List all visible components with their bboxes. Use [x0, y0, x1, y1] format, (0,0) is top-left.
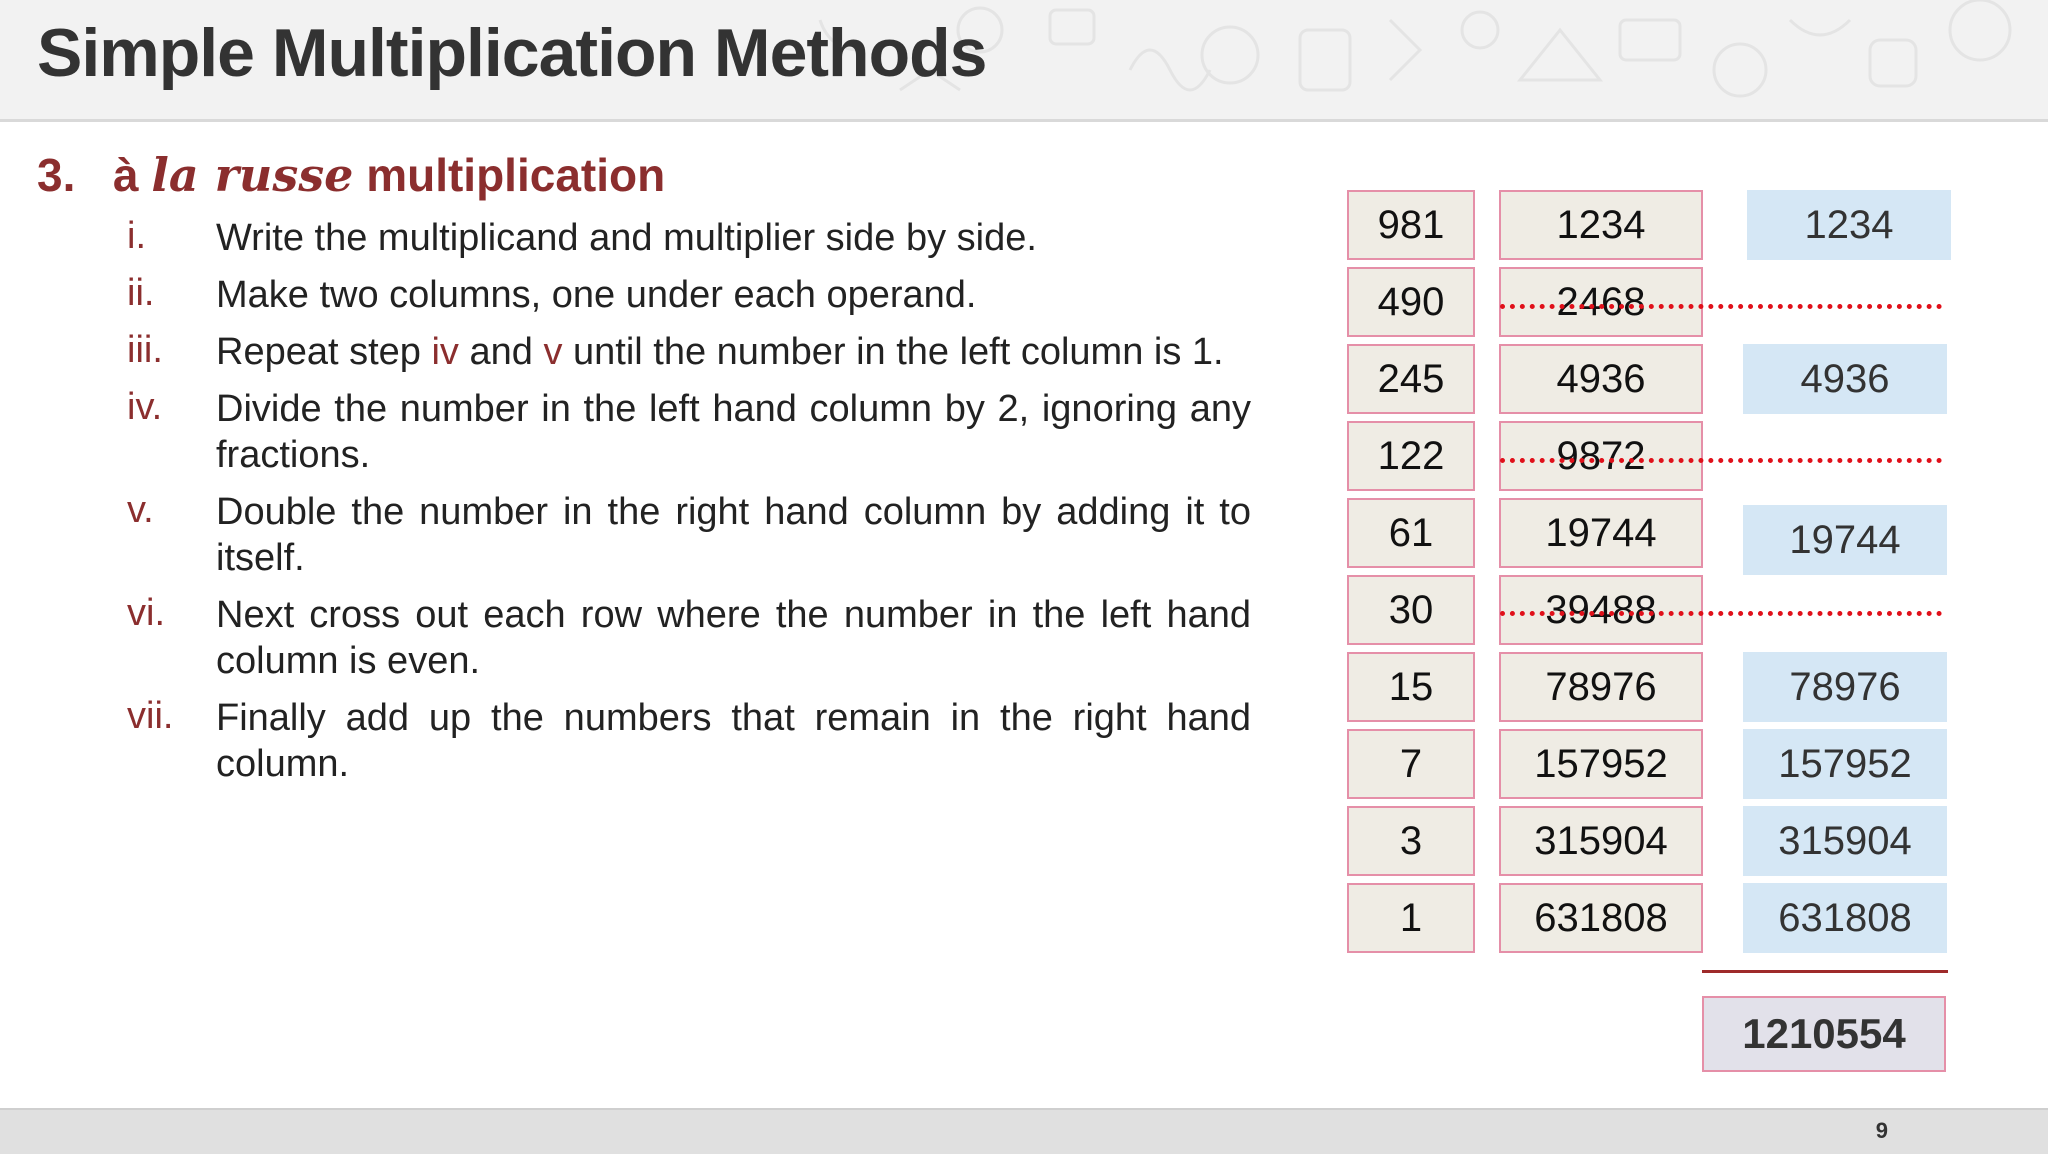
total-value: 1210554	[1702, 996, 1946, 1072]
cell-value: 78976	[1545, 664, 1657, 709]
right-column-cell	[1499, 267, 1703, 337]
right-column-cell	[1499, 190, 1703, 260]
step-text	[216, 329, 1251, 375]
cell-value: 631808	[1534, 895, 1668, 940]
right-column-cell	[1499, 806, 1703, 876]
kept-value-cell: 1234	[1747, 190, 1951, 260]
cell-value: 157952	[1534, 741, 1668, 786]
right-column-cell	[1499, 729, 1703, 799]
section-prefix: à	[113, 149, 152, 201]
cell-value: 39488	[1545, 587, 1657, 632]
step-number: iv.	[127, 386, 163, 428]
right-column-cell	[1499, 575, 1703, 645]
sum-divider	[1702, 970, 1948, 973]
footer-bar	[0, 1108, 2048, 1154]
step-text: Make two columns, one under each operand.	[216, 274, 977, 316]
step-text: Next cross out each row where the number in the left hand column is even.	[216, 594, 1251, 682]
right-column-cell	[1499, 652, 1703, 722]
page-title: Simple Multiplication Methods	[37, 15, 987, 91]
right-column-cell	[1499, 498, 1703, 568]
header-bar	[0, 0, 2048, 122]
left-column-cell: 490	[1347, 267, 1475, 337]
kept-value-cell: 315904	[1743, 806, 1947, 876]
cell-value: 315904	[1534, 818, 1668, 863]
left-column-cell: 981	[1347, 190, 1475, 260]
section-suffix: multiplication	[353, 149, 666, 201]
cell-value: 9872	[1556, 433, 1646, 478]
left-column-cell: 245	[1347, 344, 1475, 414]
kept-value-cell: 631808	[1743, 883, 1947, 953]
right-column-cell	[1499, 421, 1703, 491]
step-text: Finally add up the numbers that remain in the right hand column.	[216, 697, 1251, 785]
strikethrough-line	[1500, 611, 1942, 616]
step-number: iii.	[127, 329, 163, 371]
step-text: Write the multiplicand and multiplier side by side.	[216, 217, 1037, 259]
kept-value-cell: 19744	[1743, 505, 1947, 575]
left-column-cell: 30	[1347, 575, 1475, 645]
left-column-cell: 61	[1347, 498, 1475, 568]
strikethrough-line	[1500, 304, 1942, 309]
left-column-cell: 1	[1347, 883, 1475, 953]
strikethrough-line	[1500, 458, 1942, 463]
section-number: 3.	[37, 149, 76, 201]
cell-value: 4936	[1556, 356, 1646, 401]
page-number: 9	[1875, 1118, 1888, 1143]
left-column-cell: 122	[1347, 421, 1475, 491]
step-number: ii.	[127, 272, 155, 314]
cell-value: 1234	[1556, 202, 1646, 247]
step-text: Double the number in the right hand column by adding it to itself.	[216, 491, 1251, 579]
kept-value-cell: 157952	[1743, 729, 1947, 799]
left-column-cell: 15	[1347, 652, 1475, 722]
step-number: i.	[127, 215, 146, 257]
step-text-part: and	[458, 331, 544, 373]
right-column-cell	[1499, 344, 1703, 414]
section-fancy-text: la russe	[151, 148, 354, 202]
step-text-part: Repeat step	[216, 331, 432, 373]
left-column-cell: 3	[1347, 806, 1475, 876]
kept-value-cell: 78976	[1743, 652, 1947, 722]
step-text: Divide the number in the left hand column by 2, ignoring any fractions.	[216, 388, 1251, 476]
step-number: vii.	[127, 695, 174, 737]
step-reference: iv	[431, 331, 459, 373]
step-text-part: until the number in the left column is 1.	[562, 331, 1224, 373]
right-column-cell	[1499, 883, 1703, 953]
cell-value: 19744	[1545, 510, 1657, 555]
kept-value-cell: 4936	[1743, 344, 1947, 414]
step-reference: v	[543, 331, 563, 373]
cell-value: 2468	[1556, 279, 1646, 324]
step-number: vi.	[127, 592, 165, 634]
step-number: v.	[127, 489, 154, 531]
left-column-cell: 7	[1347, 729, 1475, 799]
section-heading	[37, 148, 665, 202]
